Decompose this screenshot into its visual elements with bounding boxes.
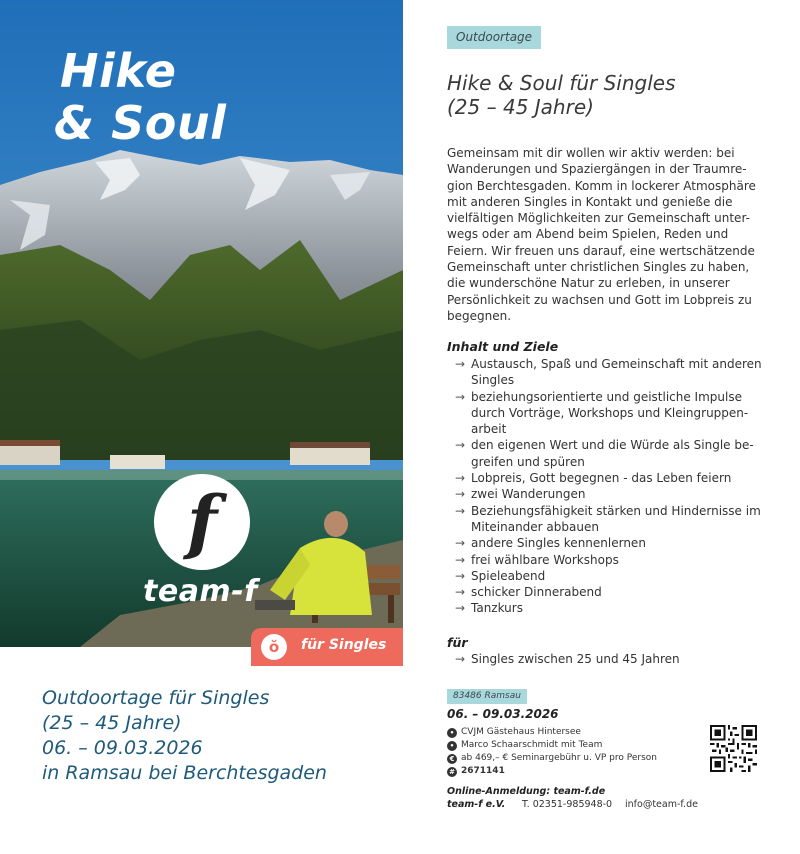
goal-line: arbeit (471, 422, 507, 437)
arrow-right-icon: → (455, 389, 466, 404)
hero-title-line-1: Hike (60, 44, 177, 98)
singles-label: für Singles (301, 637, 387, 653)
summary-line: in Ramsau bei Berchtesgaden (42, 762, 327, 784)
arrow-right-icon: → (455, 536, 466, 551)
event-title (447, 71, 777, 119)
goal-item (447, 503, 777, 536)
venue-row (447, 727, 581, 738)
intro-line: Gemeinsam mit dir wollen wir aktiv werden: bei (447, 146, 735, 160)
goal-line: Austausch, Spaß und Gemeinschaft mit anderen (471, 357, 762, 371)
event-title-line: Hike & Soul für Singles (447, 71, 676, 95)
audience-item (447, 651, 680, 667)
goal-item (447, 535, 777, 551)
arrow-right-icon: → (455, 471, 466, 486)
organizer-name: team-f e.V. (447, 799, 506, 810)
goal-line: Singles (471, 373, 515, 388)
intro-line: vielfältigen Möglichkeiten zur Gemeinschaft unter- (447, 211, 750, 226)
arrow-right-icon: → (455, 438, 466, 453)
goal-line: beziehungsorientierte und geistliche Impulse (471, 389, 742, 404)
organizer-email[interactable]: info@team-f.de (625, 799, 698, 810)
arrow-right-icon: → (455, 487, 466, 502)
goal-line: frei wählbare Workshops (471, 552, 619, 567)
code-row (447, 766, 505, 777)
goal-line: Beziehungsfähigkeit stärken und Hindernisse im (471, 503, 761, 518)
goal-item (447, 437, 777, 470)
goal-item (447, 470, 777, 486)
goal-line: Spieleabend (471, 568, 546, 583)
intro-line: wegs oder am Abend beim Spielen, Reden und (447, 227, 729, 242)
goal-item (447, 584, 777, 600)
price-text: ab 469,– € Seminargebühr u. VP pro Person (461, 753, 657, 763)
organizer-row (447, 799, 698, 810)
goal-line: durch Vorträge, Workshops und Kleingruppen- (471, 405, 749, 420)
arrow-right-icon: → (455, 601, 466, 616)
event-title-line: (25 – 45 Jahre) (447, 95, 594, 119)
arrow-right-icon: → (455, 652, 466, 666)
event-dates: 06. – 09.03.2026 (447, 707, 559, 721)
goal-item (447, 600, 777, 616)
event-code: 2671141 (461, 766, 505, 776)
goal-line: Tanzkurs (471, 601, 523, 616)
logo-letter: f (186, 480, 218, 563)
intro-line: Gemeinschaft unter christlichen Singles zu haben, (447, 260, 750, 275)
organizer-phone: T. 02351-985948-0 (522, 799, 613, 810)
arrow-right-icon: → (455, 568, 466, 583)
summary-line: Outdoortage für Singles (42, 687, 270, 709)
category-tag: Outdoortage (447, 26, 541, 49)
intro-line: Feiern. Wir freuen uns darauf, eine wertschätzende (447, 243, 755, 258)
goal-item (447, 389, 777, 438)
arrow-right-icon: → (455, 357, 466, 371)
goal-item (447, 356, 777, 389)
intro-line: die wunderschöne Natur zu erleben, in unserer (447, 276, 730, 291)
intro-line: Wanderungen und Spaziergängen in der Traumre- (447, 162, 747, 177)
goals-heading: Inhalt und Ziele (447, 339, 559, 354)
intro-line: Persönlichkeit zu wachsen und Gott im Lobpreis zu (447, 292, 752, 307)
intro-line: gion Berchtesgaden. Komm in lockerer Atmosphäre (447, 178, 756, 193)
audience-list (447, 651, 680, 667)
goal-line: zwei Wanderungen (471, 487, 586, 502)
location-pin-icon: • (447, 728, 457, 738)
goal-item (447, 486, 777, 502)
location-tag: 83486 Ramsau (447, 689, 527, 704)
arrow-right-icon: → (455, 585, 466, 600)
arrow-right-icon: → (455, 503, 466, 518)
brand-name: team-f (143, 574, 258, 609)
venue-text: CVJM Gästehaus Hintersee (461, 727, 581, 737)
goal-line: Lobpreis, Gott begegnen - das Leben feiern (471, 471, 732, 486)
goal-line: den eigenen Wert und die Würde als Single be- (471, 438, 754, 453)
online-registration[interactable]: Online-Anmeldung: team-f.de (447, 786, 606, 797)
summary-line: (25 – 45 Jahre) (42, 712, 182, 734)
qr-code[interactable] (710, 725, 757, 772)
euro-icon: € (447, 754, 457, 764)
team-f-logo (154, 474, 250, 570)
goal-line: Miteinander abbauen (471, 519, 599, 534)
arrow-right-icon: → (455, 552, 466, 567)
price-row (447, 753, 657, 764)
hash-icon: # (447, 767, 457, 777)
event-summary (42, 686, 327, 786)
intro-line: begegnen. (447, 308, 512, 323)
goal-item (447, 552, 777, 568)
goal-line: schicker Dinnerabend (471, 585, 602, 600)
goal-item (447, 568, 777, 584)
summary-line: 06. – 09.03.2026 (42, 737, 203, 759)
goals-list (447, 356, 777, 617)
goal-line: andere Singles kennenlernen (471, 536, 646, 551)
hero-image (0, 0, 403, 647)
leader-row (447, 740, 602, 751)
intro-text (447, 145, 765, 324)
audience-text: Singles zwischen 25 und 45 Jahren (471, 652, 680, 666)
singles-badge (251, 628, 403, 666)
goal-line: greifen und spüren (471, 454, 585, 469)
singles-icon: ŏ (261, 634, 287, 660)
audience-heading: für (447, 635, 468, 650)
leader-text: Marco Schaarschmidt mit Team (461, 740, 603, 750)
person-icon: • (447, 741, 457, 751)
intro-line: mit anderen Singles in Kontakt und genieße die (447, 194, 733, 209)
hero-title-line-2: & Soul (54, 96, 227, 150)
